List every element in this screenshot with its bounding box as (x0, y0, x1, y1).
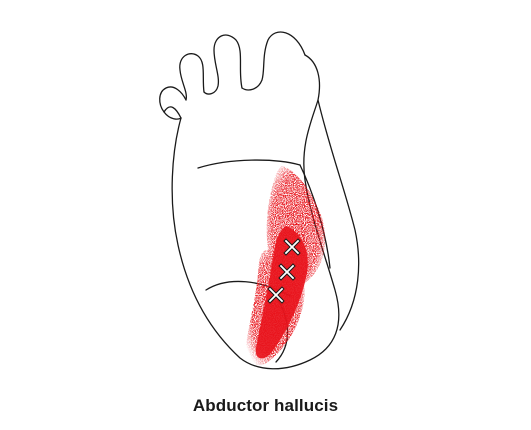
ball-crease (198, 160, 300, 168)
diagram-caption: Abductor hallucis (192, 396, 339, 415)
second-toe-outline (204, 35, 242, 94)
big-toe-outline (242, 32, 305, 90)
little-toe-outline (164, 107, 181, 118)
third-toe-outline (180, 54, 204, 100)
ankle-outline (318, 100, 359, 330)
fourth-toe-outline (160, 87, 186, 119)
